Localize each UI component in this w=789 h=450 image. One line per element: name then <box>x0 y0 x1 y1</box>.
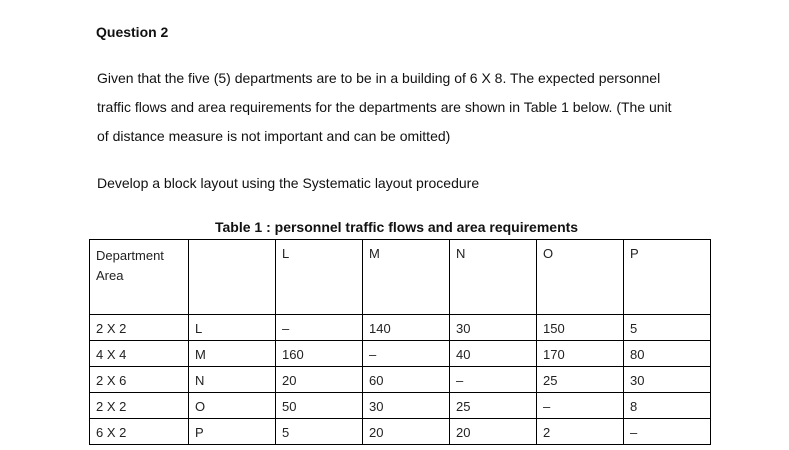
flow-cell <box>624 315 711 341</box>
area-cell <box>90 419 189 445</box>
header-department-area-cell <box>90 240 189 315</box>
cell-text: L <box>195 321 203 336</box>
flow-cell <box>363 341 450 367</box>
department-cell <box>189 419 276 445</box>
flow-cell <box>276 367 363 393</box>
cell-text: 140 <box>369 321 391 336</box>
table-caption: Table 1 : personnel traffic flows and area requirements <box>215 219 579 235</box>
flow-cell <box>276 419 363 445</box>
cell-text: 20 <box>456 425 471 440</box>
header-area-label: Area <box>96 268 124 283</box>
flow-cell <box>537 341 624 367</box>
cell-text: 50 <box>282 399 297 414</box>
department-cell <box>189 367 276 393</box>
cell-text: 2 <box>543 425 551 440</box>
cell-text: 160 <box>282 347 304 362</box>
question-heading: Question 2 <box>96 24 169 40</box>
question-instruction: Develop a block layout using the Systematic layout procedure <box>97 175 480 191</box>
cell-text: – <box>543 399 551 414</box>
header-column-p: P <box>624 240 711 315</box>
flow-cell <box>363 315 450 341</box>
cell-text: 4 X 4 <box>96 347 127 362</box>
cell-text: – <box>630 425 638 440</box>
cell-text: O <box>195 399 206 414</box>
cell-text: 6 X 2 <box>96 425 127 440</box>
cell-text: P <box>195 425 204 440</box>
flow-cell <box>363 367 450 393</box>
flow-cell <box>450 315 537 341</box>
flow-cell <box>450 341 537 367</box>
cell-text: – <box>456 373 464 388</box>
table-row <box>90 367 711 393</box>
cell-text: 5 <box>630 321 638 336</box>
flow-cell <box>537 419 624 445</box>
flow-cell <box>450 393 537 419</box>
flow-cell <box>363 419 450 445</box>
cell-text: 20 <box>369 425 384 440</box>
flow-cell <box>276 315 363 341</box>
table-header-row <box>90 240 711 315</box>
table-row <box>90 419 711 445</box>
cell-text: 2 X 2 <box>96 399 127 414</box>
flow-cell <box>537 315 624 341</box>
cell-text: 25 <box>543 373 558 388</box>
flow-cell <box>537 393 624 419</box>
table-row <box>90 393 711 419</box>
question-paragraph-line-2: traffic flows and area requirements for the departments are shown in Table 1 below. (The unit <box>97 99 672 115</box>
header-blank-cell <box>189 240 276 315</box>
header-column-o: O <box>537 240 624 315</box>
cell-text: 170 <box>543 347 565 362</box>
cell-text: 80 <box>630 347 645 362</box>
cell-text: 30 <box>630 373 645 388</box>
table-row <box>90 341 711 367</box>
cell-text: – <box>282 321 290 336</box>
flow-cell <box>450 419 537 445</box>
cell-text: 5 <box>282 425 290 440</box>
cell-text: 40 <box>456 347 471 362</box>
header-department-label: Department <box>96 248 164 263</box>
flow-cell <box>624 419 711 445</box>
area-cell <box>90 341 189 367</box>
flow-cell <box>450 367 537 393</box>
question-paragraph-line-3: of distance measure is not important and can be omitted) <box>97 128 451 144</box>
flow-cell <box>537 367 624 393</box>
department-cell <box>189 341 276 367</box>
traffic-flow-table <box>89 239 711 445</box>
table-row <box>90 315 711 341</box>
header-column-n: N <box>450 240 537 315</box>
cell-text: 25 <box>456 399 471 414</box>
header-column-l: L <box>276 240 363 315</box>
flow-cell <box>276 341 363 367</box>
cell-text: 2 X 6 <box>96 373 127 388</box>
cell-text: 30 <box>369 399 384 414</box>
flow-cell <box>624 393 711 419</box>
department-cell <box>189 315 276 341</box>
cell-text: 60 <box>369 373 384 388</box>
department-cell <box>189 393 276 419</box>
flow-cell <box>624 367 711 393</box>
cell-text: 150 <box>543 321 565 336</box>
cell-text: 8 <box>630 399 638 414</box>
cell-text: – <box>369 347 377 362</box>
cell-text: N <box>195 373 205 388</box>
cell-text: 30 <box>456 321 471 336</box>
cell-text: 2 X 2 <box>96 321 127 336</box>
flow-cell <box>363 393 450 419</box>
cell-text: 20 <box>282 373 297 388</box>
flow-cell <box>624 341 711 367</box>
area-cell <box>90 315 189 341</box>
cell-text: M <box>195 347 206 362</box>
question-paragraph-line-1: Given that the five (5) departments are to be in a building of 6 X 8. The expected personnel <box>97 70 661 86</box>
header-column-m: M <box>363 240 450 315</box>
area-cell <box>90 367 189 393</box>
area-cell <box>90 393 189 419</box>
flow-cell <box>276 393 363 419</box>
